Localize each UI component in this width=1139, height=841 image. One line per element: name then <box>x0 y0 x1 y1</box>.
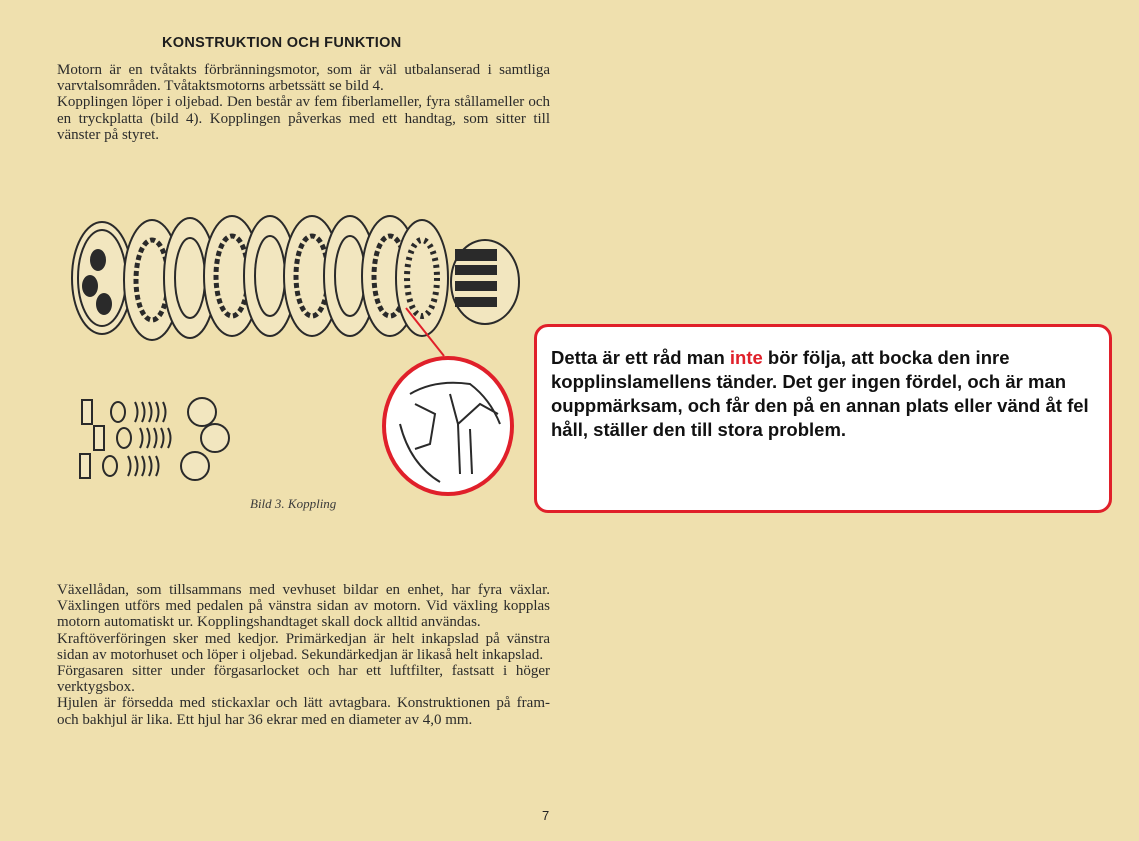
body-paragraph: Kraftöverföringen sker med kedjor. Primärkedjan är helt inkapslad på vänstra sidan av motorhuset och löper i oljebad. Sekundärkedjan är likaså helt inkapslad. <box>57 630 550 663</box>
body-text <box>57 582 550 728</box>
intro-paragraph: Motorn är en tvåtakts förbränningsmotor, som är väl utbalanserad i samtliga varvtalsområden. Tvåtaktsmotorns arbetssätt se bild 4. <box>57 62 550 95</box>
annotation-text-rest: bör följa, att bocka den inre kopplinslamellens tänder. Det ger ingen fördel, och är man ouppmärksam, och får den på en annan plats eller vänd åt fel håll, ställer den till stora problem. <box>551 347 1089 440</box>
page-heading: KONSTRUKTION OCH FUNKTION <box>162 35 402 51</box>
annotation-text: Detta är ett råd man <box>551 347 730 368</box>
figure-caption: Bild 3. Koppling <box>250 496 337 511</box>
annotation-box <box>534 324 1112 513</box>
clutch-hub <box>451 240 519 324</box>
intro-paragraph: Kopplingen löper i oljebad. Den består av fem fiberlameller, fyra stållameller och en tryckplatta (bild 4). Kopplingen påverkas med ett handtag, som sitter till vänster på styret. <box>57 94 550 143</box>
page-number: 7 <box>542 808 550 823</box>
clutch-plates <box>124 216 448 340</box>
annotation-highlight: inte <box>729 347 763 368</box>
body-paragraph: Förgasaren sitter under förgasarlocket och har ett luftfilter, fastsatt i höger verktygsbox. <box>57 663 550 696</box>
springs-and-bolts <box>80 398 229 480</box>
zoom-detail-circle <box>380 354 516 498</box>
pressure-plate <box>72 222 132 334</box>
intro-text <box>57 62 550 143</box>
body-paragraph: Hjulen är försedda med stickaxlar och lätt avtagbara. Konstruktionen på fram- och bakhjul är lika. Ett hjul har 36 ekrar med en diameter av 4,0 mm. <box>57 695 550 728</box>
body-paragraph: Växellådan, som tillsammans med vevhuset bildar en enhet, har fyra växlar. Växlingen utförs med pedalen på vänstra sidan av motorn. Vid växling kopplas motorn automatiskt ur. Kopplingshandtaget skall dock alltid användas. <box>57 582 550 631</box>
